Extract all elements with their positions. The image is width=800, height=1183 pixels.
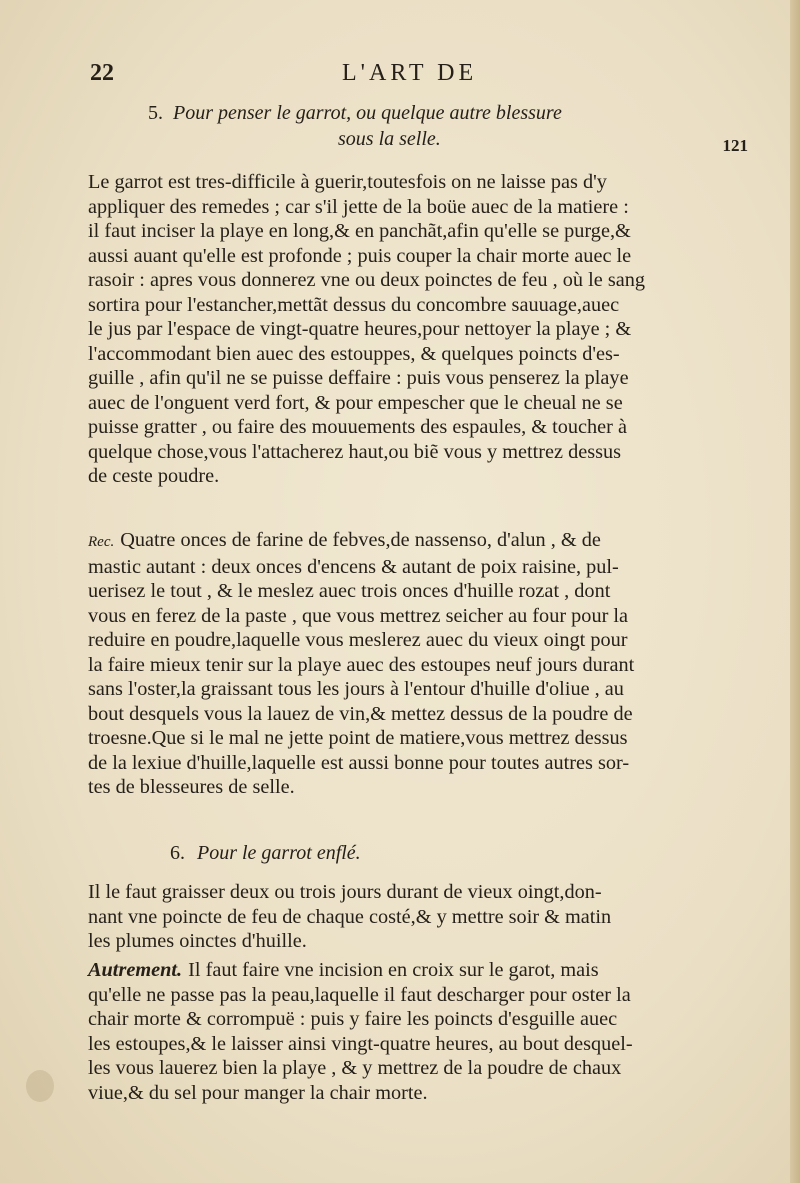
section-6-heading — [170, 842, 361, 865]
text-line: appliquer des remedes ; car s'il jette de la boüe auec de la matiere : — [88, 195, 629, 218]
text-line: rasoir : apres vous donnerez vne ou deux poinctes de feu , où le sang — [88, 269, 646, 291]
section-5-title-line2: sous la selle. — [338, 128, 441, 150]
autrement-label: Autrement. — [88, 959, 183, 981]
text-line: bout desquels vous la lauez de vin,& mettez dessus de la poudre de — [88, 702, 633, 725]
page-number: 22 — [90, 60, 114, 86]
section-6-paragraph-1 — [88, 880, 752, 954]
text-line: sortira pour l'estancher,mettãt dessus du concombre sauuage,auec — [88, 293, 620, 316]
section-6-number: 6. — [170, 842, 185, 864]
text-line: troesne.Que si le mal ne jette point de matiere,vous mettrez dessus — [88, 727, 628, 749]
text-line: vous en ferez de la paste , que vous mettrez seicher au four pour la — [88, 604, 629, 627]
text-line: qu'elle ne passe pas la peau,laquelle il faut descharger pour oster la — [88, 983, 631, 1006]
text-line: les estoupes,& le laisser ainsi vingt-quatre heures, au bout desquel- — [88, 1032, 633, 1055]
text-line: sans l'oster,la graissant tous les jours à l'entour d'huille d'oliue , au — [88, 678, 624, 700]
text-line: aussi auant qu'elle est profonde ; puis couper la chair morte auec le — [88, 244, 632, 267]
text-line: de la lexiue d'huille,laquelle est aussi bonne pour toutes autres sor- — [88, 751, 630, 774]
text-line: tes de blesseures de selle. — [88, 776, 295, 798]
recipe-first-line: Quatre onces de farine de febves,de nassenso, d'alun , & de — [120, 529, 601, 551]
text-line: de ceste poudre. — [88, 465, 220, 487]
section-6-title: Pour le garrot enflé. — [197, 842, 361, 864]
text-line: mastic autant : deux onces d'encens & autant de poix raisine, pul- — [88, 555, 619, 578]
text-line: les plumes oinctes d'huille. — [88, 930, 307, 952]
text-line: chair morte & corrompuë : puis y faire les poincts d'esguille auec — [88, 1008, 618, 1030]
section-5-number: 5. — [148, 102, 163, 124]
autrement-first-line: Il faut faire vne incision en croix sur le garot, mais — [188, 959, 599, 981]
section-5-paragraph-1 — [88, 170, 752, 489]
section-5-heading — [148, 100, 708, 152]
text-line: reduire en poudre,laquelle vous meslerez auec du vieux oingt pour — [88, 629, 628, 651]
text-line: les vous lauerez bien la playe , & y mettrez de la poudre de chaux — [88, 1057, 622, 1079]
recipe-paragraph — [88, 528, 752, 800]
text-line: Il le faut graisser deux ou trois jours durant de vieux oingt,don- — [88, 881, 602, 903]
recipe-label: Rec. — [88, 534, 115, 550]
running-title: L'ART DE — [342, 60, 478, 86]
text-line: quelque chose,vous l'attacherez haut,ou biẽ vous y mettrez dessus — [88, 440, 622, 463]
signature-mark: 121 — [722, 136, 748, 155]
text-line: l'accommodant bien auec des estouppes, & quelques poincts d'es- — [88, 342, 620, 365]
text-line: uerisez le tout , & le meslez auec trois onces d'huille rozat , dont — [88, 580, 611, 602]
section-5-title-line1: Pour penser le garrot, ou quelque autre blessure — [173, 102, 562, 124]
section-6-paragraph-2 — [88, 958, 752, 1105]
page-header — [90, 58, 740, 92]
text-line: puisse gratter , ou faire des mouuements des espaules, & toucher à — [88, 416, 627, 438]
text-line: auec de l'onguent verd fort, & pour empescher que le cheual ne se — [88, 391, 623, 414]
text-line: le jus par l'espace de vingt-quatre heures,pour nettoyer la playe ; & — [88, 318, 632, 340]
text-line: nant vne poincte de feu de chaque costé,& y mettre soir & matin — [88, 905, 612, 928]
text-line: guille , afin qu'il ne se puisse deffaire : puis vous penserez la playe — [88, 367, 629, 389]
text-line — [88, 528, 752, 555]
text-line: Le garrot est tres-difficile à guerir,toutesfois on ne laisse pas d'y — [88, 171, 607, 193]
text-line: viue,& du sel pour manger la chair morte. — [88, 1081, 428, 1104]
text-line: la faire mieux tenir sur la playe auec des estoupes neuf jours durant — [88, 653, 635, 676]
page-edge — [790, 0, 800, 1183]
paper-stain — [26, 1070, 54, 1102]
text-line: il faut inciser la playe en long,& en panchãt,afin qu'elle se purge,& — [88, 220, 631, 242]
text-line — [88, 958, 752, 983]
